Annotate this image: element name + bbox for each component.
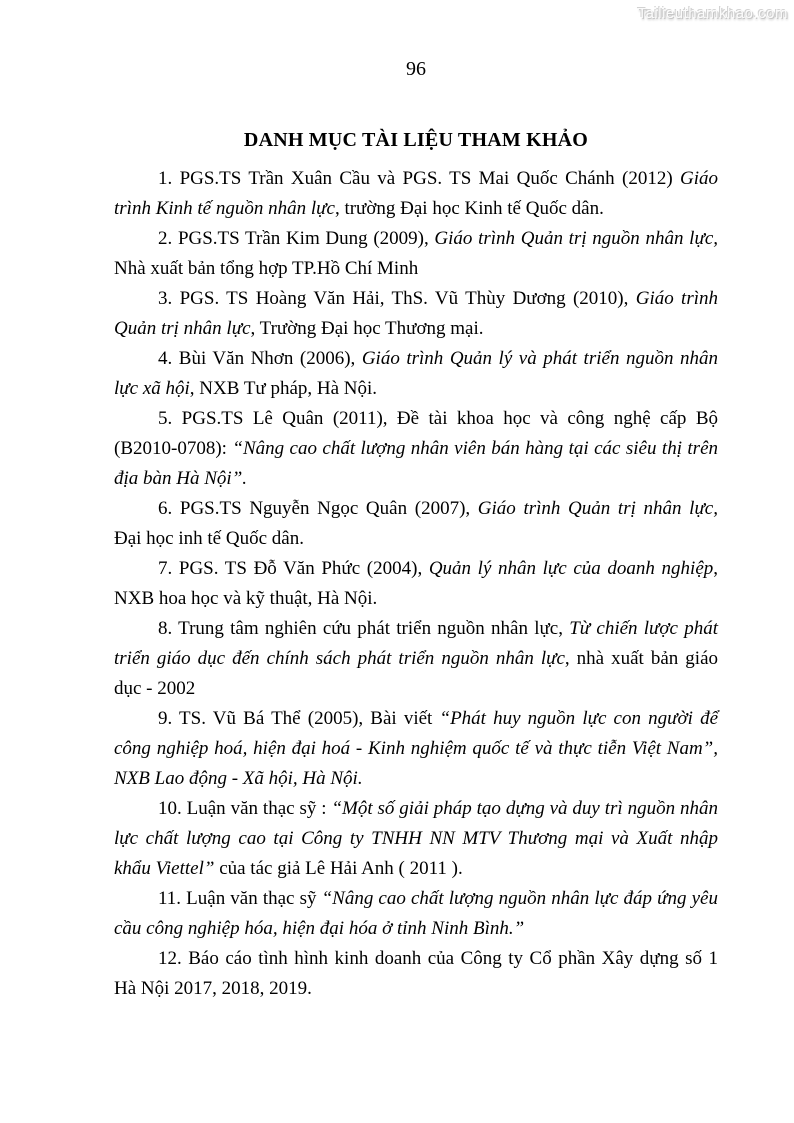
reference-text: 6. PGS.TS Nguyễn Ngọc Quân (2007), [158, 498, 478, 519]
reference-item [114, 944, 718, 1004]
reference-text: Đại học inh tế Quốc dân. [114, 528, 304, 549]
reference-item [114, 224, 718, 284]
reference-text: 1. PGS.TS Trần Xuân Cầu và PGS. TS Mai Quốc Chánh (2012) [158, 168, 680, 189]
reference-title-italic: Giáo trình Quản trị nhân lực, [477, 498, 718, 519]
reference-text: 8. Trung tâm nghiên cứu phát triển nguồn nhân lực, [158, 618, 570, 639]
reference-title-italic: Quản lý nhân lực của doanh nghiệp [428, 558, 714, 579]
reference-text: 12. Báo cáo tình hình kinh doanh của Công ty Cổ phần Xây dựng số 1 Hà Nội 2017, 2018, 2019. [114, 948, 718, 999]
reference-title-italic: Giáo trình Kinh tế nguồn nhân lực [114, 168, 718, 219]
reference-item [114, 884, 718, 944]
reference-title-italic: Giáo trình Quản lý và phát triển nguồn nhân lực xã hội [114, 348, 718, 399]
reference-text: 11. Luận văn thạc sỹ [158, 888, 322, 909]
reference-text: , NXB hoa học và kỹ thuật, Hà Nội. [114, 558, 719, 609]
page-title: DANH MỤC TÀI LIỆU THAM KHẢO [243, 129, 589, 151]
reference-item [114, 404, 718, 494]
reference-text: , Trường Đại học Thương mại. [250, 318, 484, 339]
reference-text: 2. PGS.TS Trần Kim Dung (2009), [158, 228, 435, 249]
reference-title-italic: “Nâng cao chất lượng nguồn nhân lực đáp ứng yêu cầu công nghiệp hóa, hiện đại hóa ở tỉnh Ninh Bình.” [114, 888, 718, 939]
reference-text: , nhà xuất bản giáo dục - 2002 [114, 648, 719, 699]
reference-title-italic: “Phát huy nguồn lực con người để công nghiệp hoá, hiện đại hoá - Kinh nghiệm quốc tế và thực tiễn Việt Nam”, NXB Lao động - Xã hội, Hà Nội. [114, 708, 719, 789]
reference-title-italic: “Một số giải pháp tạo dựng và duy trì nguồn nhân lực chất lượng cao tại Công ty TNHH NN MTV Thương mại và Xuất nhập khẩu Viettel” [114, 798, 718, 879]
reference-title-italic: Giáo trình Quản trị nhân lực [114, 288, 719, 339]
reference-item [114, 164, 718, 224]
reference-text: 3. PGS. TS Hoàng Văn Hải, ThS. Vũ Thùy Dương (2010), [158, 288, 636, 309]
reference-text: của tác giả Lê Hải Anh ( 2011 ). [214, 858, 463, 879]
reference-text: , trường Đại học Kinh tế Quốc dân. [334, 198, 604, 219]
references-list [114, 164, 718, 1004]
reference-item [114, 614, 718, 704]
reference-text: , NXB Tư pháp, Hà Nội. [189, 378, 378, 399]
reference-text: Nhà xuất bản tổng hợp TP.Hồ Chí Minh [114, 258, 419, 279]
reference-item [114, 794, 718, 884]
reference-title-italic: “Nâng cao chất lượng nhân viên bán hàng tại các siêu thị trên địa bàn Hà Nội”. [114, 438, 719, 489]
reference-item [114, 494, 718, 554]
reference-item [114, 284, 718, 344]
watermark-text: Tailieuthamkhao.com [637, 5, 788, 22]
page-content [114, 0, 718, 1004]
reference-title-italic: Từ chiến lược phát triển giáo dục đến chính sách phát triển nguồn nhân lực [114, 618, 719, 669]
reference-text: 9. TS. Vũ Bá Thể (2005), Bài viết [158, 708, 440, 729]
reference-text: 10. Luận văn thạc sỹ : [158, 798, 332, 819]
reference-item [114, 704, 718, 794]
reference-title-italic: Giáo trình Quản trị nguồn nhân lực, [434, 228, 718, 249]
reference-item [114, 554, 718, 614]
page-number: 96 [406, 58, 426, 80]
reference-text: 7. PGS. TS Đỗ Văn Phức (2004), [158, 558, 429, 579]
reference-text: 5. PGS.TS Lê Quân (2011), Đề tài khoa học và công nghệ cấp Bộ (B2010-0708): [114, 408, 718, 459]
reference-item [114, 344, 718, 404]
reference-text: 4. Bùi Văn Nhơn (2006), [158, 348, 362, 369]
